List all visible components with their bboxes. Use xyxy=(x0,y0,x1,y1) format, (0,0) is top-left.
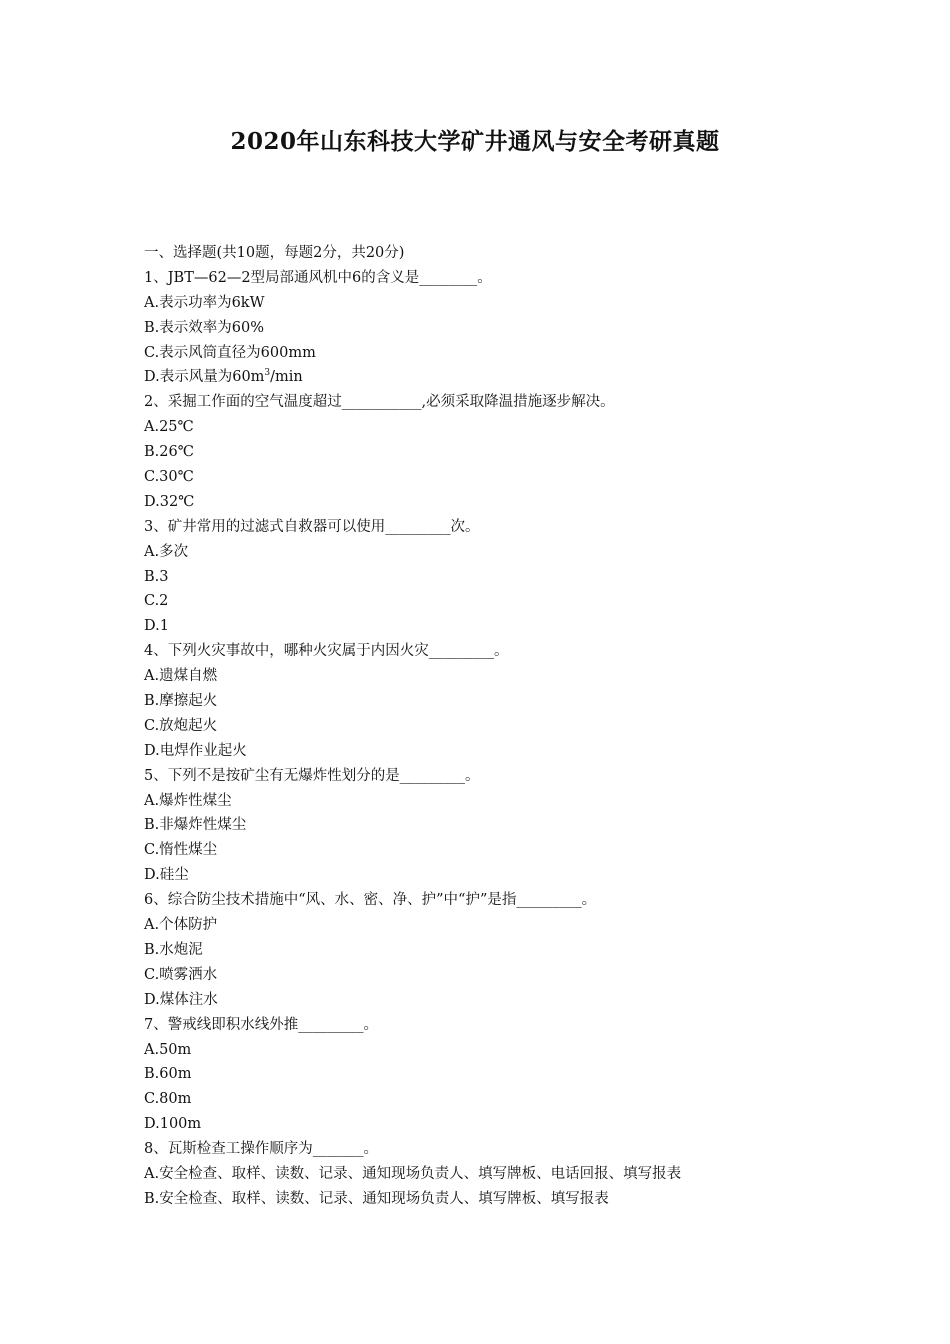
option-d: D.32℃ xyxy=(144,493,195,510)
question-2 xyxy=(144,390,844,514)
option-b: B.非爆炸性煤尘 xyxy=(144,817,247,834)
option-d: D.1 xyxy=(144,618,169,635)
option-c: C.放炮起火 xyxy=(144,717,218,734)
option-a: A.50m xyxy=(144,1041,192,1058)
option-b: B.安全检查、取样、读数、记录、通知现场负责人、填写牌板、填写报表 xyxy=(144,1190,609,1207)
option-b: B.26℃ xyxy=(144,444,194,461)
option-d xyxy=(144,365,844,390)
question-stem: 2、采掘工作面的空气温度超过___________,必须采取降温措施逐步解决。 xyxy=(144,394,615,411)
option-d-suffix: /min xyxy=(270,369,303,386)
option-d-superscript: 3 xyxy=(264,368,271,379)
question-4 xyxy=(144,639,844,763)
question-stem: 1、JBT—62—2型局部通风机中6的含义是________。 xyxy=(144,269,492,286)
question-stem: 6、综合防尘技术措施中“风、水、密、净、护”中“护”是指_________。 xyxy=(144,892,597,909)
question-5 xyxy=(144,764,844,888)
page-title: 2020年山东科技大学矿井通风与安全考研真题 xyxy=(230,128,720,155)
question-3 xyxy=(144,515,844,639)
question-1 xyxy=(144,266,844,390)
question-7 xyxy=(144,1013,844,1137)
question-6 xyxy=(144,888,844,1012)
question-stem: 8、瓦斯检查工操作顺序为_______。 xyxy=(144,1141,378,1158)
question-stem: 3、矿井常用的过滤式自救器可以使用_________次。 xyxy=(144,518,480,535)
option-b: B.摩擦起火 xyxy=(144,693,218,710)
option-b: B.60m xyxy=(144,1066,192,1083)
option-c: C.80m xyxy=(144,1091,192,1108)
question-stem: 4、下列火灾事故中，哪种火灾属于内因火灾_________。 xyxy=(144,643,509,660)
option-c: C.喷雾洒水 xyxy=(144,966,218,983)
question-8 xyxy=(144,1137,844,1212)
exam-content xyxy=(144,241,844,1212)
option-a: A.表示功率为6kW xyxy=(144,294,265,311)
option-a: A.爆炸性煤尘 xyxy=(144,792,232,809)
option-d: D.电焊作业起火 xyxy=(144,742,247,759)
option-c: C.2 xyxy=(144,593,169,610)
option-b: B.3 xyxy=(144,568,169,585)
option-d: D.100m xyxy=(144,1116,202,1133)
question-stem: 5、下列不是按矿尘有无爆炸性划分的是_________。 xyxy=(144,767,480,784)
option-a: A.多次 xyxy=(144,543,189,560)
option-b: B.表示效率为60% xyxy=(144,319,264,336)
option-c: C.惰性煤尘 xyxy=(144,842,218,859)
option-a: A.遗煤自燃 xyxy=(144,668,218,685)
option-c: C.30℃ xyxy=(144,469,194,486)
option-a: A.个体防护 xyxy=(144,917,218,934)
option-d: D.煤体注水 xyxy=(144,991,218,1008)
option-d: D.硅尘 xyxy=(144,867,189,884)
question-stem: 7、警戒线即积水线外推_________。 xyxy=(144,1016,378,1033)
option-a: A.25℃ xyxy=(144,419,194,436)
option-a: A.安全检查、取样、读数、记录、通知现场负责人、填写牌板、电话回报、填写报表 xyxy=(144,1165,682,1182)
section-heading: 一、选择题(共10题，每题2分，共20分) xyxy=(144,245,405,261)
option-d-prefix: D.表示风量为60m xyxy=(144,369,265,386)
option-b: B.水炮泥 xyxy=(144,941,203,958)
option-c: C.表示风筒直径为600mm xyxy=(144,344,316,361)
